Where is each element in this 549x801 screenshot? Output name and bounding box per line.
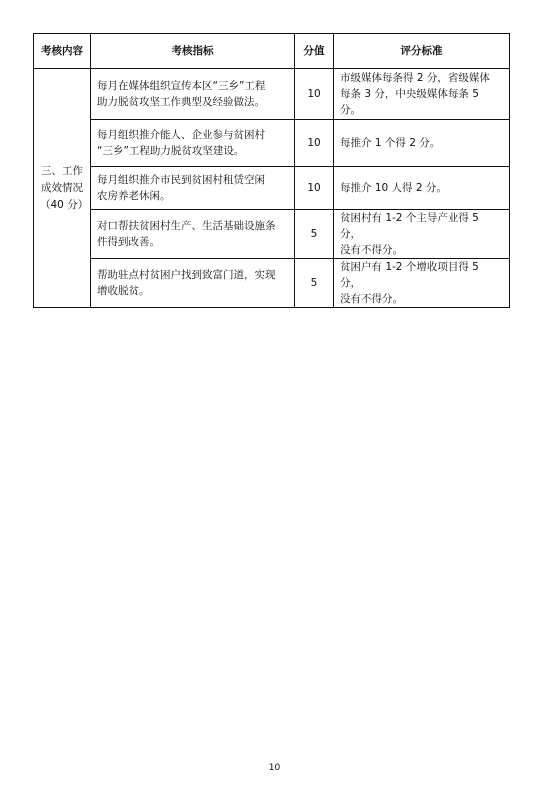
index-text: 每月在媒体组织宣传本区“三乡”工程: [97, 80, 266, 92]
rule-cell: [334, 120, 510, 167]
rule-text: 每推介 10 人得 2 分。: [340, 182, 447, 194]
index-cell: [91, 210, 295, 259]
index-cell: [91, 69, 295, 120]
assessment-table: [33, 33, 510, 308]
header-index: 考核指标: [91, 34, 295, 69]
index-text: 每月组织推介市民到贫困村租赁空闲: [97, 174, 265, 186]
table-row: [34, 210, 510, 259]
index-text: 助力脱贫攻坚工作典型及经验做法。: [97, 96, 265, 108]
category-cell: [34, 69, 91, 308]
index-text: 增收脱贫。: [97, 285, 150, 297]
index-text: “三乡”工程助力脱贫攻坚建设。: [97, 145, 245, 157]
category-line: 三、工作: [41, 164, 83, 177]
index-text: 农房养老休闲。: [97, 190, 171, 202]
rule-cell: [334, 210, 510, 259]
index-cell: [91, 120, 295, 167]
rule-text: 每条 3 分，中央级媒体每条 5 分。: [340, 88, 479, 116]
header-rule: 评分标准: [334, 34, 510, 69]
table-row: [34, 69, 510, 120]
rule-text: 没有不得分。: [340, 244, 403, 256]
table-body: [34, 69, 510, 308]
rule-cell: [334, 259, 510, 308]
table-header: [34, 34, 510, 69]
table-row: [34, 120, 510, 167]
table-row: [34, 259, 510, 308]
index-cell: [91, 167, 295, 210]
score-cell: 10: [295, 167, 334, 210]
index-text: 对口帮扶贫困村生产、生活基础设施条: [97, 220, 276, 232]
score-cell: 10: [295, 69, 334, 120]
index-text: 件得到改善。: [97, 236, 160, 248]
score-cell: 5: [295, 210, 334, 259]
header-content: 考核内容: [34, 34, 91, 69]
rule-text: 贫困村有 1-2 个主导产业得 5 分，: [340, 212, 479, 240]
rule-text: 没有不得分。: [340, 293, 403, 305]
rule-cell: [334, 69, 510, 120]
category-line: （40 分）: [40, 198, 89, 211]
index-text: 帮助驻点村贫困户找到致富门道，实现: [97, 269, 276, 281]
rule-text: 贫困户有 1-2 个增收项目得 5 分，: [340, 261, 479, 289]
score-cell: 5: [295, 259, 334, 308]
page-number: 10: [268, 763, 281, 773]
index-cell: [91, 259, 295, 308]
index-text: 每月组织推介能人、企业参与贫困村: [97, 129, 265, 141]
table-row: [34, 167, 510, 210]
header-score: 分值: [295, 34, 334, 69]
rule-text: 市级媒体每条得 2 分，省级媒体: [340, 72, 490, 84]
rule-cell: [334, 167, 510, 210]
score-cell: 10: [295, 120, 334, 167]
rule-text: 每推介 1 个得 2 分。: [340, 137, 441, 149]
category-line: 成效情况: [41, 181, 83, 194]
